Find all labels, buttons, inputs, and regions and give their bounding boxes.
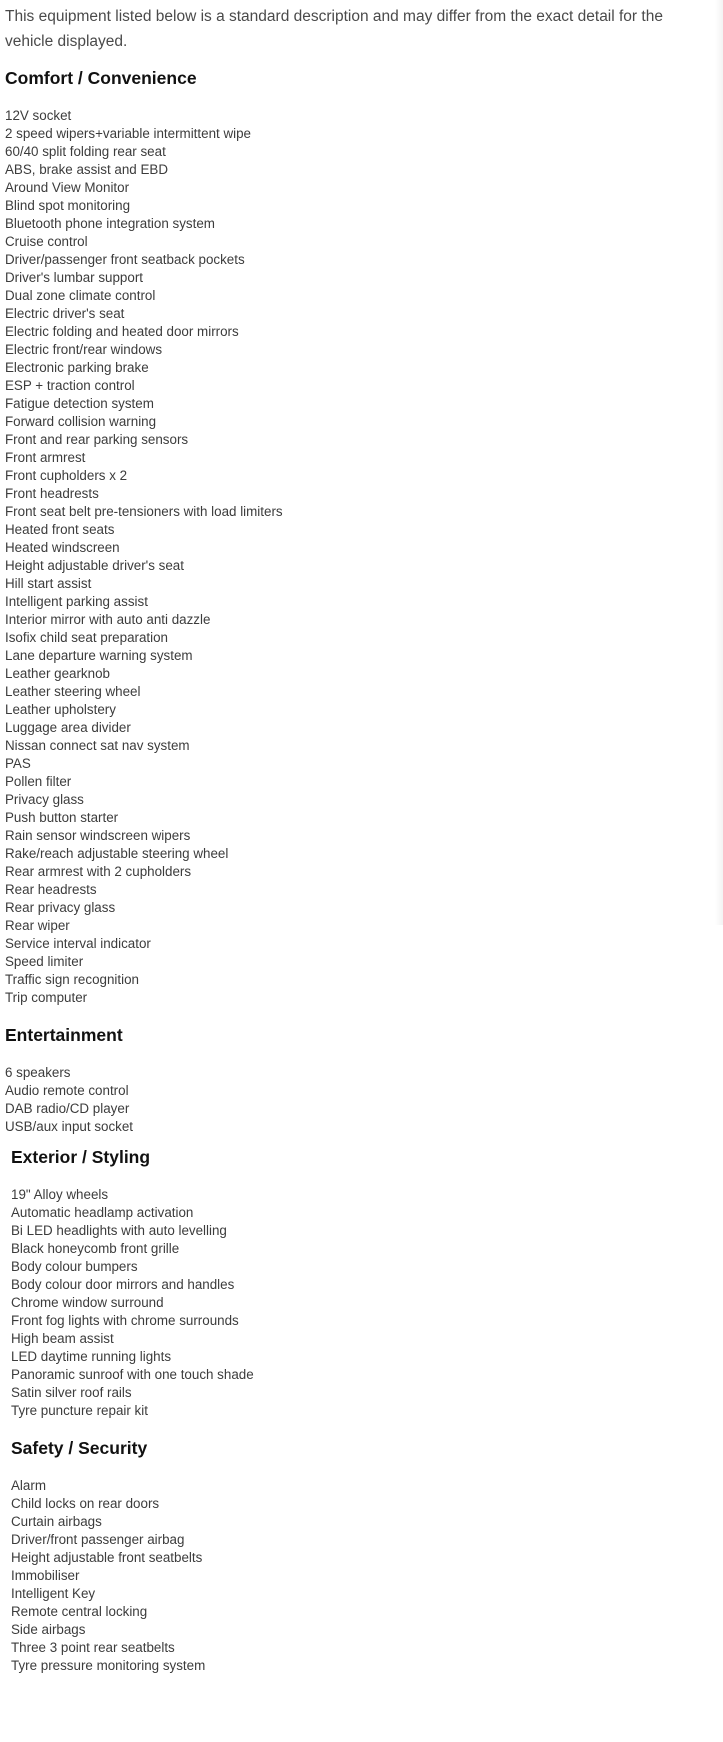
equipment-item: PAS (5, 756, 31, 771)
equipment-list (5, 107, 283, 1007)
equipment-item: Tyre puncture repair kit (11, 1403, 148, 1418)
equipment-item: Driver/passenger front seatback pockets (5, 252, 245, 267)
equipment-item: Black honeycomb front grille (11, 1241, 180, 1256)
equipment-item: Rear armrest with 2 cupholders (5, 864, 192, 879)
equipment-item: Privacy glass (5, 792, 84, 807)
equipment-item: Cruise control (5, 234, 88, 249)
equipment-item: Luggage area divider (5, 720, 131, 735)
equipment-item: Body colour bumpers (11, 1259, 138, 1274)
equipment-item: Satin silver roof rails (11, 1385, 132, 1400)
equipment-item: 60/40 split folding rear seat (5, 144, 166, 159)
equipment-item: Child locks on rear doors (11, 1496, 160, 1511)
equipment-item: Forward collision warning (5, 414, 157, 429)
equipment-item: Automatic headlamp activation (11, 1205, 194, 1220)
equipment-item: Front cupholders x 2 (5, 468, 128, 483)
equipment-item: USB/aux input socket (5, 1119, 134, 1134)
right-edge-shade (715, 0, 723, 925)
equipment-item: Front headrests (5, 486, 99, 501)
equipment-item: 19" Alloy wheels (11, 1187, 109, 1202)
equipment-item: Pollen filter (5, 774, 72, 789)
equipment-item: Immobiliser (11, 1568, 80, 1583)
equipment-item: Audio remote control (5, 1083, 129, 1098)
equipment-item: Front fog lights with chrome surrounds (11, 1313, 239, 1328)
equipment-item: Push button starter (5, 810, 119, 825)
equipment-item: Alarm (11, 1478, 46, 1493)
equipment-item: Leather upholstery (5, 702, 116, 717)
equipment-item: Three 3 point rear seatbelts (11, 1640, 175, 1655)
equipment-item: Body colour door mirrors and handles (11, 1277, 235, 1292)
equipment-item: Trip computer (5, 990, 88, 1005)
equipment-item: DAB radio/CD player (5, 1101, 130, 1116)
equipment-item: Heated windscreen (5, 540, 120, 555)
equipment-item: Rake/reach adjustable steering wheel (5, 846, 229, 861)
equipment-item: LED daytime running lights (11, 1349, 172, 1364)
equipment-item: Electric driver's seat (5, 306, 125, 321)
equipment-item: 6 speakers (5, 1065, 71, 1080)
equipment-item: Panoramic sunroof with one touch shade (11, 1367, 254, 1382)
equipment-item: Nissan connect sat nav system (5, 738, 190, 753)
section-comfort-convenience (5, 66, 283, 1007)
equipment-item: Front armrest (5, 450, 86, 465)
equipment-item: Driver's lumbar support (5, 270, 143, 285)
equipment-item: Bi LED headlights with auto levelling (11, 1223, 227, 1238)
equipment-item: Interior mirror with auto anti dazzle (5, 612, 211, 627)
equipment-item: Leather gearknob (5, 666, 110, 681)
section-safety-security (11, 1436, 205, 1675)
equipment-list (5, 1064, 133, 1136)
equipment-item: Height adjustable front seatbelts (11, 1550, 203, 1565)
equipment-item: Tyre pressure monitoring system (11, 1658, 206, 1673)
section-exterior-styling (11, 1145, 254, 1420)
equipment-disclaimer: This equipment listed below is a standard description and may differ from the exact detail for the vehicle displayed. (5, 8, 663, 50)
equipment-list (11, 1186, 254, 1420)
equipment-item: Side airbags (11, 1622, 86, 1637)
equipment-item: Rear privacy glass (5, 900, 116, 915)
section-entertainment (5, 1023, 133, 1136)
equipment-item: Service interval indicator (5, 936, 151, 951)
equipment-item: Bluetooth phone integration system (5, 216, 215, 231)
equipment-item: Traffic sign recognition (5, 972, 139, 987)
section-title: Exterior / Styling (11, 1147, 151, 1167)
equipment-item: ABS, brake assist and EBD (5, 162, 168, 177)
equipment-item: Front seat belt pre-tensioners with load limiters (5, 504, 283, 519)
equipment-item: Blind spot monitoring (5, 198, 131, 213)
equipment-item: Curtain airbags (11, 1514, 102, 1529)
section-title: Comfort / Convenience (5, 68, 197, 88)
equipment-item: Electric folding and heated door mirrors (5, 324, 239, 339)
equipment-list (11, 1477, 205, 1675)
equipment-item: Lane departure warning system (5, 648, 193, 663)
equipment-item: Height adjustable driver's seat (5, 558, 184, 573)
equipment-item: Electric front/rear windows (5, 342, 163, 357)
equipment-item: Driver/front passenger airbag (11, 1532, 185, 1547)
equipment-item: 2 speed wipers+variable intermittent wipe (5, 126, 251, 141)
equipment-item: Intelligent Key (11, 1586, 96, 1601)
equipment-item: Remote central locking (11, 1604, 148, 1619)
equipment-item: Fatigue detection system (5, 396, 154, 411)
equipment-item: Electronic parking brake (5, 360, 149, 375)
equipment-item: Front and rear parking sensors (5, 432, 189, 447)
equipment-item: ESP + traction control (5, 378, 135, 393)
section-title: Entertainment (5, 1025, 123, 1045)
equipment-item: Speed limiter (5, 954, 84, 969)
equipment-item: 12V socket (5, 108, 72, 123)
equipment-item: Rain sensor windscreen wipers (5, 828, 191, 843)
equipment-item: Rear headrests (5, 882, 97, 897)
equipment-item: Rear wiper (5, 918, 70, 933)
equipment-item: High beam assist (11, 1331, 114, 1346)
section-title: Safety / Security (11, 1438, 148, 1458)
equipment-item: Isofix child seat preparation (5, 630, 169, 645)
equipment-item: Dual zone climate control (5, 288, 156, 303)
equipment-item: Around View Monitor (5, 180, 130, 195)
equipment-item: Leather steering wheel (5, 684, 141, 699)
equipment-item: Chrome window surround (11, 1295, 164, 1310)
equipment-item: Hill start assist (5, 576, 92, 591)
equipment-item: Heated front seats (5, 522, 115, 537)
equipment-item: Intelligent parking assist (5, 594, 148, 609)
